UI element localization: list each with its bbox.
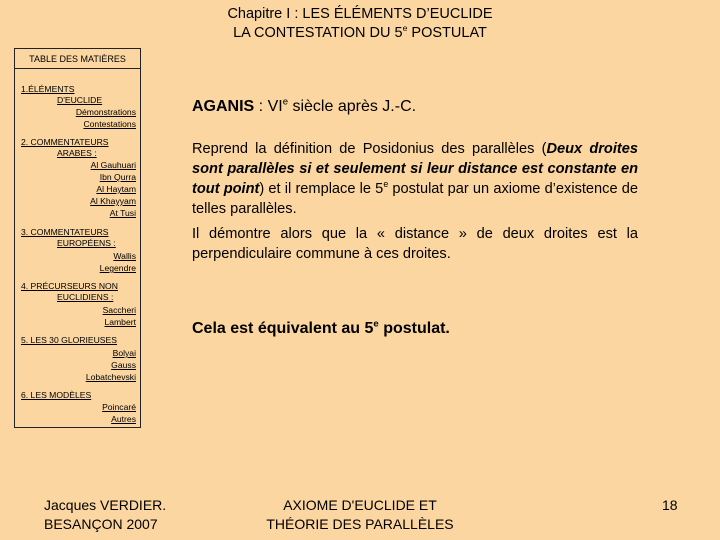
toc-link-saccheri[interactable]: Saccheri	[102, 305, 136, 315]
toc-link-ibn-qurra[interactable]: Ibn Qurra	[99, 172, 136, 182]
toc-link-legendre[interactable]: Legendre	[99, 263, 136, 273]
toc-section-5[interactable]: 5. LES 30 GLORIEUSES	[21, 335, 118, 345]
toc-section-4-cont[interactable]: EUCLIDIENS :	[57, 292, 114, 302]
toc-section-3-cont[interactable]: EUROPÉENS :	[57, 238, 116, 248]
paragraph-distance: Il démontre alors que la « distance » de deux droites est la perpendiculaire commune à ces droites.	[192, 226, 638, 262]
table-of-contents	[14, 48, 141, 428]
toc-link-bolyai[interactable]: Bolyai	[112, 348, 136, 358]
toc-link-poincare[interactable]: Poincaré	[102, 402, 136, 412]
toc-link-at-tusi[interactable]: At Tusi	[109, 208, 136, 218]
toc-link-autres[interactable]: Autres	[111, 414, 136, 424]
toc-link-al-gauhuari[interactable]: Al Gauhuari	[90, 160, 136, 170]
paragraph-definition: Reprend la définition de Posidonius des parallèles (Deux droites sont parallèles si et seulement si leur distance est constante en tout point) et il remplace le 5e postulat par un axiome d’existence de telles parallèles.	[192, 141, 638, 217]
toc-link-gauss[interactable]: Gauss	[111, 360, 136, 370]
slide-subtitle: LA CONTESTATION DU 5e POSTULAT	[233, 23, 487, 41]
toc-section-1[interactable]: 1.ÉLÉMENTS	[21, 84, 75, 94]
footer-title: AXIOME D'EUCLIDE ET THÉORIE DES PARALLÈLES	[266, 497, 454, 532]
toc-link-lobatchevski[interactable]: Lobatchevski	[85, 372, 136, 382]
toc-link-demonstrations[interactable]: Démonstrations	[75, 107, 136, 117]
equivalence-statement: Cela est équivalent au 5e postulat.	[192, 318, 450, 337]
toc-link-al-haytam[interactable]: Al Haytam	[96, 184, 136, 194]
toc-link-wallis[interactable]: Wallis	[113, 251, 136, 261]
slide-title: Chapitre I : LES ÉLÉMENTS D’EUCLIDE	[227, 6, 493, 22]
toc-section-6[interactable]: 6. LES MODÈLES	[21, 390, 92, 400]
toc-link-lambert[interactable]: Lambert	[104, 317, 136, 327]
page-number: 18	[662, 497, 678, 513]
toc-title: TABLE DES MATIÈRES	[15, 49, 140, 69]
toc-section-1-cont[interactable]: D'EUCLIDE	[57, 95, 103, 105]
toc-link-al-khayyam[interactable]: Al Khayyam	[90, 196, 136, 206]
toc-section-3[interactable]: 3. COMMENTATEURS	[21, 227, 109, 237]
footer-author: Jacques VERDIER. BESANÇON 2007	[44, 497, 167, 532]
toc-section-2[interactable]: 2. COMMENTATEURS	[21, 137, 109, 147]
aganis-heading: AGANIS : VIe siècle après J.-C.	[192, 96, 417, 115]
toc-section-4[interactable]: 4. PRÉCURSEURS NON	[21, 281, 118, 291]
toc-section-2-cont[interactable]: ARABES :	[57, 148, 97, 158]
toc-link-contestations[interactable]: Contestations	[83, 119, 136, 129]
